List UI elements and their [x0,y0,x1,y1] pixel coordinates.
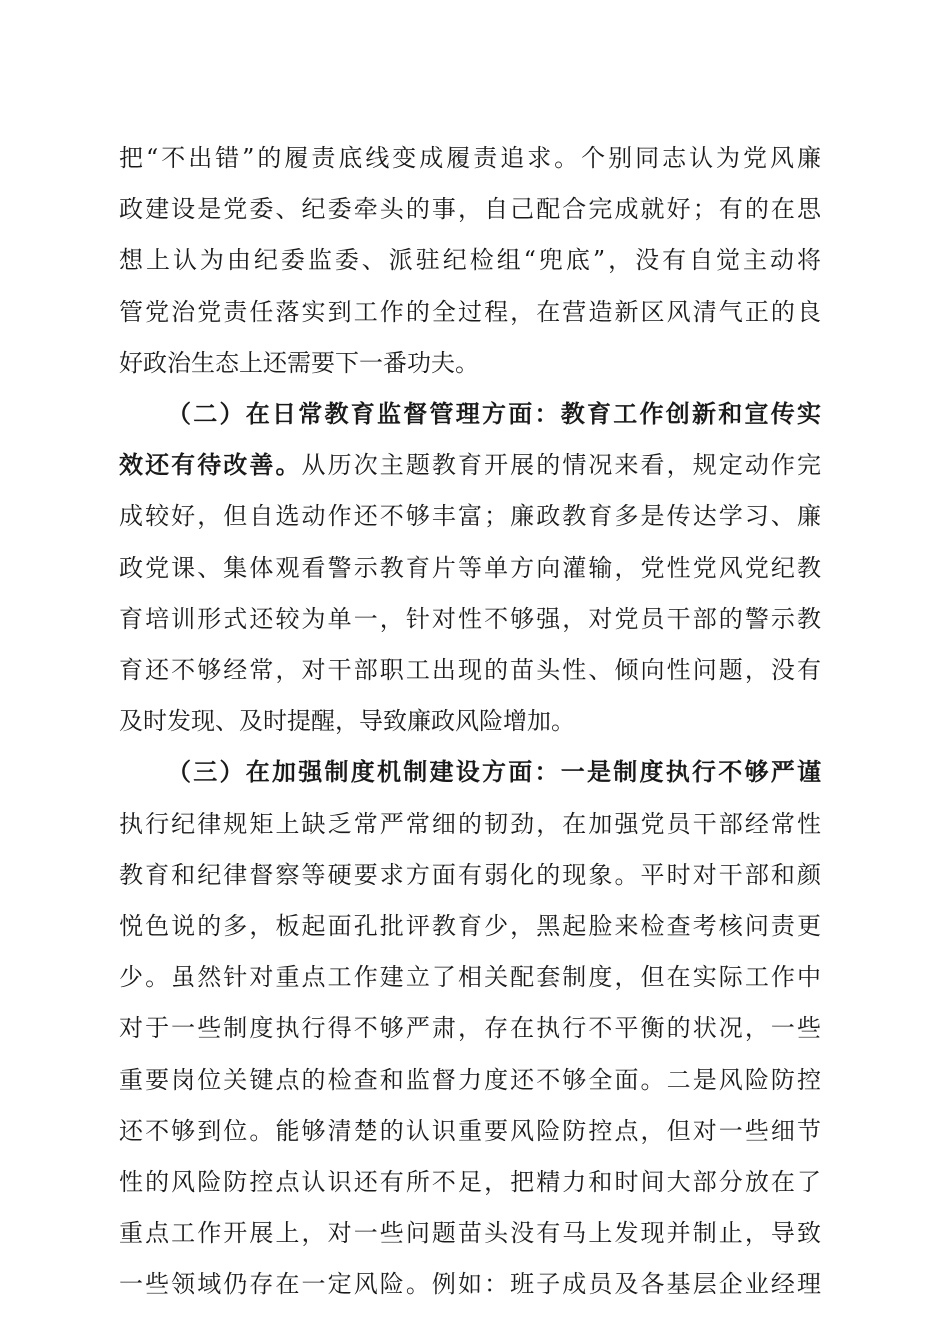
paragraph-line: 教育和纪律督察等硬要求方面有弱化的现象。平时对干部和颜 [119,860,821,889]
paragraph-line: 悦色说的多，板起面孔批评教育少，黑起脸来检查考核问责更 [119,912,821,940]
paragraph-line: 对于一些制度执行得不够严肃，存在执行不平衡的状况，一些 [119,1014,821,1043]
paragraph-line: 重点工作开展上，对一些问题苗头没有马上发现并制止，导致 [119,1219,821,1248]
paragraph-line: 性的风险防控点认识还有所不足，把精力和时间大部分放在了 [119,1168,821,1196]
paragraph-line: 政建设是党委、纪委牵头的事，自己配合完成就好；有的在思 [119,195,821,224]
section-heading-2-tail: 效还有待改善。 [119,450,302,480]
paragraph-line: 把“不出错”的履责底线变成履责追求。个别同志认为党风廉 [119,144,821,172]
paragraph-line: 政党课、集体观看警示教育片等单方向灌输，党性党风党纪教 [119,553,821,582]
paragraph-line: 成较好，但自选动作还不够丰富；廉政教育多是传达学习、廉 [119,502,821,531]
section-heading-2-continued [119,445,821,485]
section-heading-3: （三）在加强制度机制建设方面：一是制度执行不够严谨 [167,757,821,787]
paragraph-line: 一些领域仍存在一定风险。例如：班子成员及各基层企业经理 [119,1270,821,1299]
paragraph-line: 重要岗位关键点的检查和监督力度还不够全面。二是风险防控 [119,1065,821,1094]
paragraph-line: 管党治党责任落实到工作的全过程，在营造新区风清气正的良 [119,297,821,326]
paragraph-line: 好政治生态上还需要下一番功夫。 [119,348,479,377]
section-heading-2: （二）在日常教育监督管理方面：教育工作创新和宣传实 [167,399,821,428]
paragraph-line: 育培训形式还较为单一，针对性不够强，对党员干部的警示教 [119,604,821,633]
paragraph-line: 还不够到位。能够清楚的认识重要风险防控点，但对一些细节 [119,1116,821,1145]
paragraph-line: 育还不够经常，对干部职工出现的苗头性、倾向性问题，没有 [119,656,821,684]
paragraph-line: 想上认为由纪委监委、派驻纪检组“兜底”，没有自觉主动将 [119,246,821,275]
paragraph-line: 执行纪律规矩上缺乏常严常细的韧劲，在加强党员干部经常性 [119,809,821,838]
paragraph-line: 及时发现、及时提醒，导致廉政风险增加。 [119,707,575,736]
paragraph-line: 少。虽然针对重点工作建立了相关配套制度，但在实际工作中 [119,963,821,992]
paragraph-text: 从历次主题教育开展的情况来看，规定动作完 [301,451,821,480]
